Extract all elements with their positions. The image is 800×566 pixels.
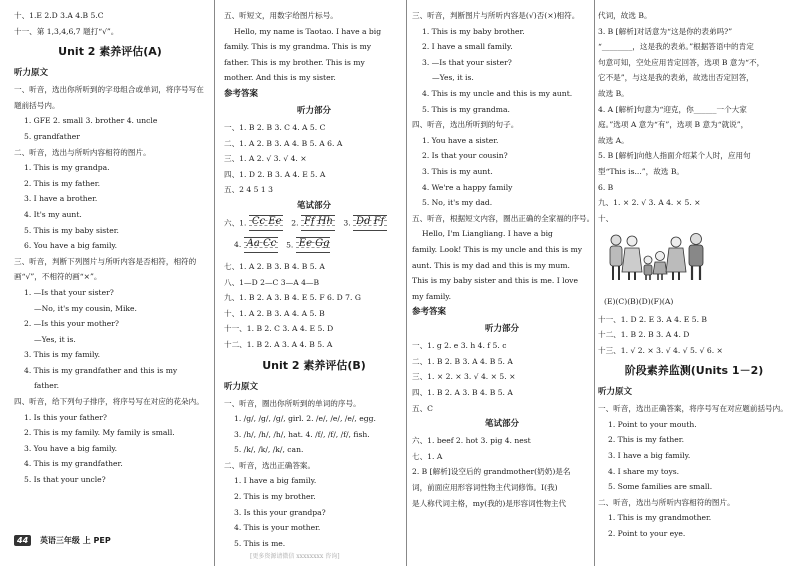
passage-line: Hello, my name is Taotao. I have a big	[234, 26, 382, 36]
list-item: 2. This is my family. My family is small.	[24, 428, 175, 438]
section-title: 阶段素养监测(Units 1－2)	[624, 364, 764, 378]
list-item: 3. You have a big family.	[24, 443, 118, 453]
column-divider	[406, 0, 407, 566]
list-item: 3. I have a brother.	[24, 194, 98, 204]
answers-heading: 参考答案	[412, 307, 447, 318]
answer-line: 4. A [解析]句意为“迎克，你______一个大家	[598, 104, 747, 114]
answer-line: 十一、第 1,3,4,6,7 题打“√”。	[14, 26, 119, 36]
answer-line: 故选 A。	[598, 135, 629, 145]
handwriting-row	[224, 215, 404, 237]
handwriting-box	[353, 215, 387, 231]
answer-line: 二、1. A 2. B 3. A 4. B 5. A 6. A	[224, 138, 343, 148]
answer-line: 代词，故选 B。	[598, 11, 652, 20]
list-item: 4. This is your mother.	[234, 523, 321, 533]
answers-heading: 参考答案	[224, 88, 259, 99]
list-item: 2. Point to your eye.	[608, 529, 686, 539]
listening-heading: 听力部分	[484, 324, 519, 335]
question: 二、听音，选出与所听内容相符的图片。	[598, 497, 735, 507]
answer-line: 五、2 4 5 1 3	[224, 185, 273, 195]
answer-line: 十、1.E 2.D 3.A 4.B 5.C	[14, 11, 104, 20]
answer-line: 三、1. × 2. × 3. √ 4. × 5. ×	[412, 372, 516, 382]
column-3	[412, 8, 595, 511]
passage-line: mother. And this is my sister.	[224, 73, 336, 83]
answer-line: 是人称代词主格，my(我的)是形容词性物主代	[412, 498, 567, 508]
column-2	[224, 8, 404, 551]
handwriting-box	[244, 237, 278, 253]
list-item: 4. This is my grandfather.	[24, 459, 123, 469]
answer-line: 6. B	[598, 182, 614, 192]
list-item: 1. /g/, /g/, /g/, girl. 2. /e/, /e/, /e/, egg.	[234, 414, 376, 424]
answer-line: 八、1—D 2—C 3—A 4—B	[224, 277, 320, 287]
answer-line: 3. B [解析]对话意为“这是你的表弟吗?”	[598, 26, 733, 36]
handwriting-row	[224, 237, 404, 259]
answer-line: 九、1. × 2. √ 3. A 4. × 5. ×	[598, 198, 701, 208]
question: 一、听音，选出正确答案，将序号写在对应题前括号内。	[598, 404, 788, 414]
handwriting-label: 3.	[343, 218, 351, 228]
list-item: 1. Is this your father?	[24, 412, 107, 422]
family-icon	[604, 230, 712, 288]
list-item: 1. This is my grandpa.	[24, 163, 110, 173]
list-item: 4. We're a happy family	[422, 182, 513, 192]
answer-line: 故选 B。	[598, 88, 629, 98]
list-item: 5. Is that your uncle?	[24, 475, 106, 485]
answer-line: 5. B [解析]向他人指面介绍某个人时，应用句	[598, 151, 751, 161]
list-item: 4. I share my toys.	[608, 466, 680, 476]
list-item: 4. It's my aunt.	[24, 209, 82, 219]
list-item: —No, it's my cousin, Mike.	[34, 303, 137, 313]
subsection-title: 听力原文	[598, 387, 633, 398]
passage-line: aunt. This is my dad and this is my mum.	[412, 260, 570, 270]
list-item: 3. This is my family.	[24, 350, 101, 360]
list-item: 1. I have a big family.	[234, 476, 317, 486]
passage-line: family. Look! This is my uncle and this is my	[412, 244, 583, 254]
answer-line: 十一、1. D 2. E 3. A 4. E 5. B	[598, 314, 707, 324]
page-number: 44	[14, 535, 31, 546]
answer-line: 它不是”，与这是我的表弟，故选出否定回答，	[598, 73, 754, 83]
column-4	[598, 8, 790, 542]
list-item: father.	[34, 381, 59, 391]
list-item: 3. —Is that your sister?	[422, 57, 512, 67]
question: 四、听音，给下列句子排序，将序号写在对应的花朵内。	[14, 397, 204, 407]
list-item: 3. This is my aunt.	[422, 166, 493, 176]
section-title: Unit 2 素养评估(B)	[262, 358, 366, 372]
list-item: 1. GFE 2. small 3. brother 4. uncle	[24, 116, 158, 126]
list-item: 3. /h/, /h/, /h/, hat. 4. /f/, /f/, /f/, fish.	[234, 429, 370, 439]
list-item: 5. grandfather	[24, 131, 80, 141]
answer-line: 六、1. beef 2. hot 3. pig 4. nest	[412, 436, 531, 446]
answer-line: 七、1. A	[412, 451, 443, 461]
list-item: 2. This is my father.	[608, 435, 684, 445]
question: 五、听音，根据短文内容，圈出正确的全家福的序号。	[412, 213, 595, 223]
handwriting-label: 5.	[286, 240, 294, 250]
question: 三、听音，判断下列图片与所听内容是否相符，相符的画“√”，不相符的画“×”。	[14, 256, 197, 282]
answer-line: 三、1. A 2. √ 3. √ 4. ×	[224, 154, 307, 164]
answer-line: 四、1. D 2. B 3. A 4. E 5. A	[224, 169, 326, 179]
answer-line: “________，这是我的表弟。”根据答语中的肯定	[598, 42, 754, 52]
list-item: 3. I have a big family.	[608, 451, 691, 461]
column-divider	[594, 0, 595, 566]
list-item: 5. This is my baby sister.	[24, 225, 119, 235]
answer-line: 2. B [解析]设空后的 grandmother(奶奶)是名	[412, 467, 571, 477]
handwriting-box	[296, 237, 330, 253]
list-item: 5. /k/, /k/, /k/, can.	[234, 445, 304, 455]
answer-line: 句意可知，空处应用肯定回答，选项 B 意为“不，	[598, 57, 765, 67]
list-item: 2. This is my brother.	[234, 492, 316, 502]
handwriting-label: 4.	[234, 240, 242, 250]
passage-line: my family.	[412, 291, 451, 301]
answer-line: 十、	[598, 213, 614, 223]
handwriting-text: Aa Cc	[246, 237, 277, 249]
question: 二、听音，选出正确答案。	[224, 460, 316, 470]
list-item: 1. Point to your mouth.	[608, 419, 697, 429]
answer-line: 庭。”选项 A 意为“有”，选项 B 意为“就说”，	[598, 120, 749, 130]
page-footer	[14, 535, 111, 546]
list-item: 5. No, it's my dad.	[422, 198, 493, 208]
list-item: 2. Is that your cousin?	[422, 151, 508, 161]
list-item: 5. Some families are small.	[608, 482, 713, 492]
handwriting-text: Dd Ff	[356, 215, 385, 227]
family-answer: (E)(C)(B)(D)(F)(A)	[604, 296, 674, 306]
answer-line: 五、C	[412, 403, 433, 413]
writing-heading: 笔试部分	[296, 200, 331, 211]
list-item: 3. Is this your grandpa?	[234, 507, 326, 517]
list-item: —Yes, it is.	[432, 73, 474, 83]
list-item: 1. This is my baby brother.	[422, 26, 525, 36]
answer-line: 四、1. B 2. A 3. B 4. B 5. A	[412, 388, 513, 398]
passage-line: Hello, I'm Liangliang. I have a big	[422, 229, 553, 239]
list-item: 2. I have a small family.	[422, 42, 513, 52]
list-item: 5. This is me.	[234, 538, 286, 548]
answer-line: 一、1. g 2. e 3. h 4. f 5. c	[412, 341, 507, 351]
question: 二、听音，选出与所听内容相符的图片。	[14, 147, 151, 157]
handwriting-text: Ff Hh	[303, 215, 333, 227]
section-title: Unit 2 素养评估(A)	[58, 45, 162, 59]
question: 三、听音，判断图片与所听内容是(√)否(×)相符。	[412, 11, 580, 20]
book-label: 英语三年级 上 PEP	[39, 536, 111, 545]
handwriting-box	[301, 215, 335, 231]
handwriting-label: 2.	[291, 218, 299, 228]
answer-line: 十二、1. B 2. A 3. A 4. B 5. A	[224, 339, 333, 349]
passage-line: family. This is my grandma. This is my	[224, 42, 372, 52]
handwriting-text: Ee Gg	[298, 237, 330, 249]
subsection-title: 听力原文	[14, 68, 49, 79]
column-divider	[214, 0, 215, 566]
answer-line: 十二、1. B 2. B 3. A 4. D	[598, 330, 690, 340]
list-item: 5. This is my grandma.	[422, 104, 510, 114]
column-1	[14, 8, 206, 488]
answer-line: 二、1. B 2. B 3. A 4. B 5. A	[412, 356, 513, 366]
answer-line: 一、1. B 2. B 3. C 4. A 5. C	[224, 122, 326, 132]
list-item: 2. This is my father.	[24, 178, 100, 188]
question: 五、听短文，用数字给图片标号。	[224, 11, 338, 20]
passage-line: This is my baby sister and this is me. I love	[412, 276, 578, 286]
list-item: 6. You have a big family.	[24, 241, 118, 251]
answer-line: 型“This is...”，故选 B。	[598, 166, 684, 176]
list-item: 1. —Is that your sister?	[24, 287, 114, 297]
answer-line: 七、1. A 2. B 3. B 4. B 5. A	[224, 261, 325, 271]
list-item: 1. You have a sister.	[422, 135, 499, 145]
list-item: 2. —Is this your mother?	[24, 319, 119, 329]
handwriting-box	[249, 215, 283, 231]
subsection-title: 听力原文	[224, 381, 259, 392]
question: 一、听音，圈出你所听到的单词的序号。	[224, 398, 361, 408]
answer-line: 十一、1. B 2. C 3. A 4. E 5. D	[224, 324, 334, 334]
list-item: 4. This is my grandfather and this is my	[24, 365, 178, 375]
handwriting-text: Cc Ee	[251, 215, 282, 227]
answer-line: 词，前面应用形容词性物主代词修饰。I(我)	[412, 483, 558, 493]
answer-line: 十三、1. √ 2. × 3. √ 4. √ 5. √ 6. ×	[598, 345, 723, 355]
answer-line: 十、1. A 2. B 3. A 4. A 5. B	[224, 308, 325, 318]
passage-line: father. This is my brother. This is my	[224, 57, 365, 67]
family-illustration	[604, 230, 790, 309]
list-item: 1. This is my grandmother.	[608, 513, 712, 523]
answer-line: 九、1. B 2. A 3. B 4. E 5. F 6. D 7. G	[224, 293, 361, 303]
listening-heading: 听力部分	[296, 105, 331, 116]
question: 四、听音，选出所听到的句子。	[412, 120, 519, 130]
watermark: [更多资源请微信 xxxxxxxx 咨询]	[250, 553, 340, 560]
writing-heading: 笔试部分	[484, 419, 519, 430]
list-item: 4. This is my uncle and this is my aunt.	[422, 88, 573, 98]
list-item: —Yes, it is.	[34, 334, 76, 344]
question: 一、听音，选出你所听到的字母组合或单词，将序号写在题前括号内。	[14, 85, 204, 110]
handwriting-label: 六、1.	[224, 218, 247, 228]
